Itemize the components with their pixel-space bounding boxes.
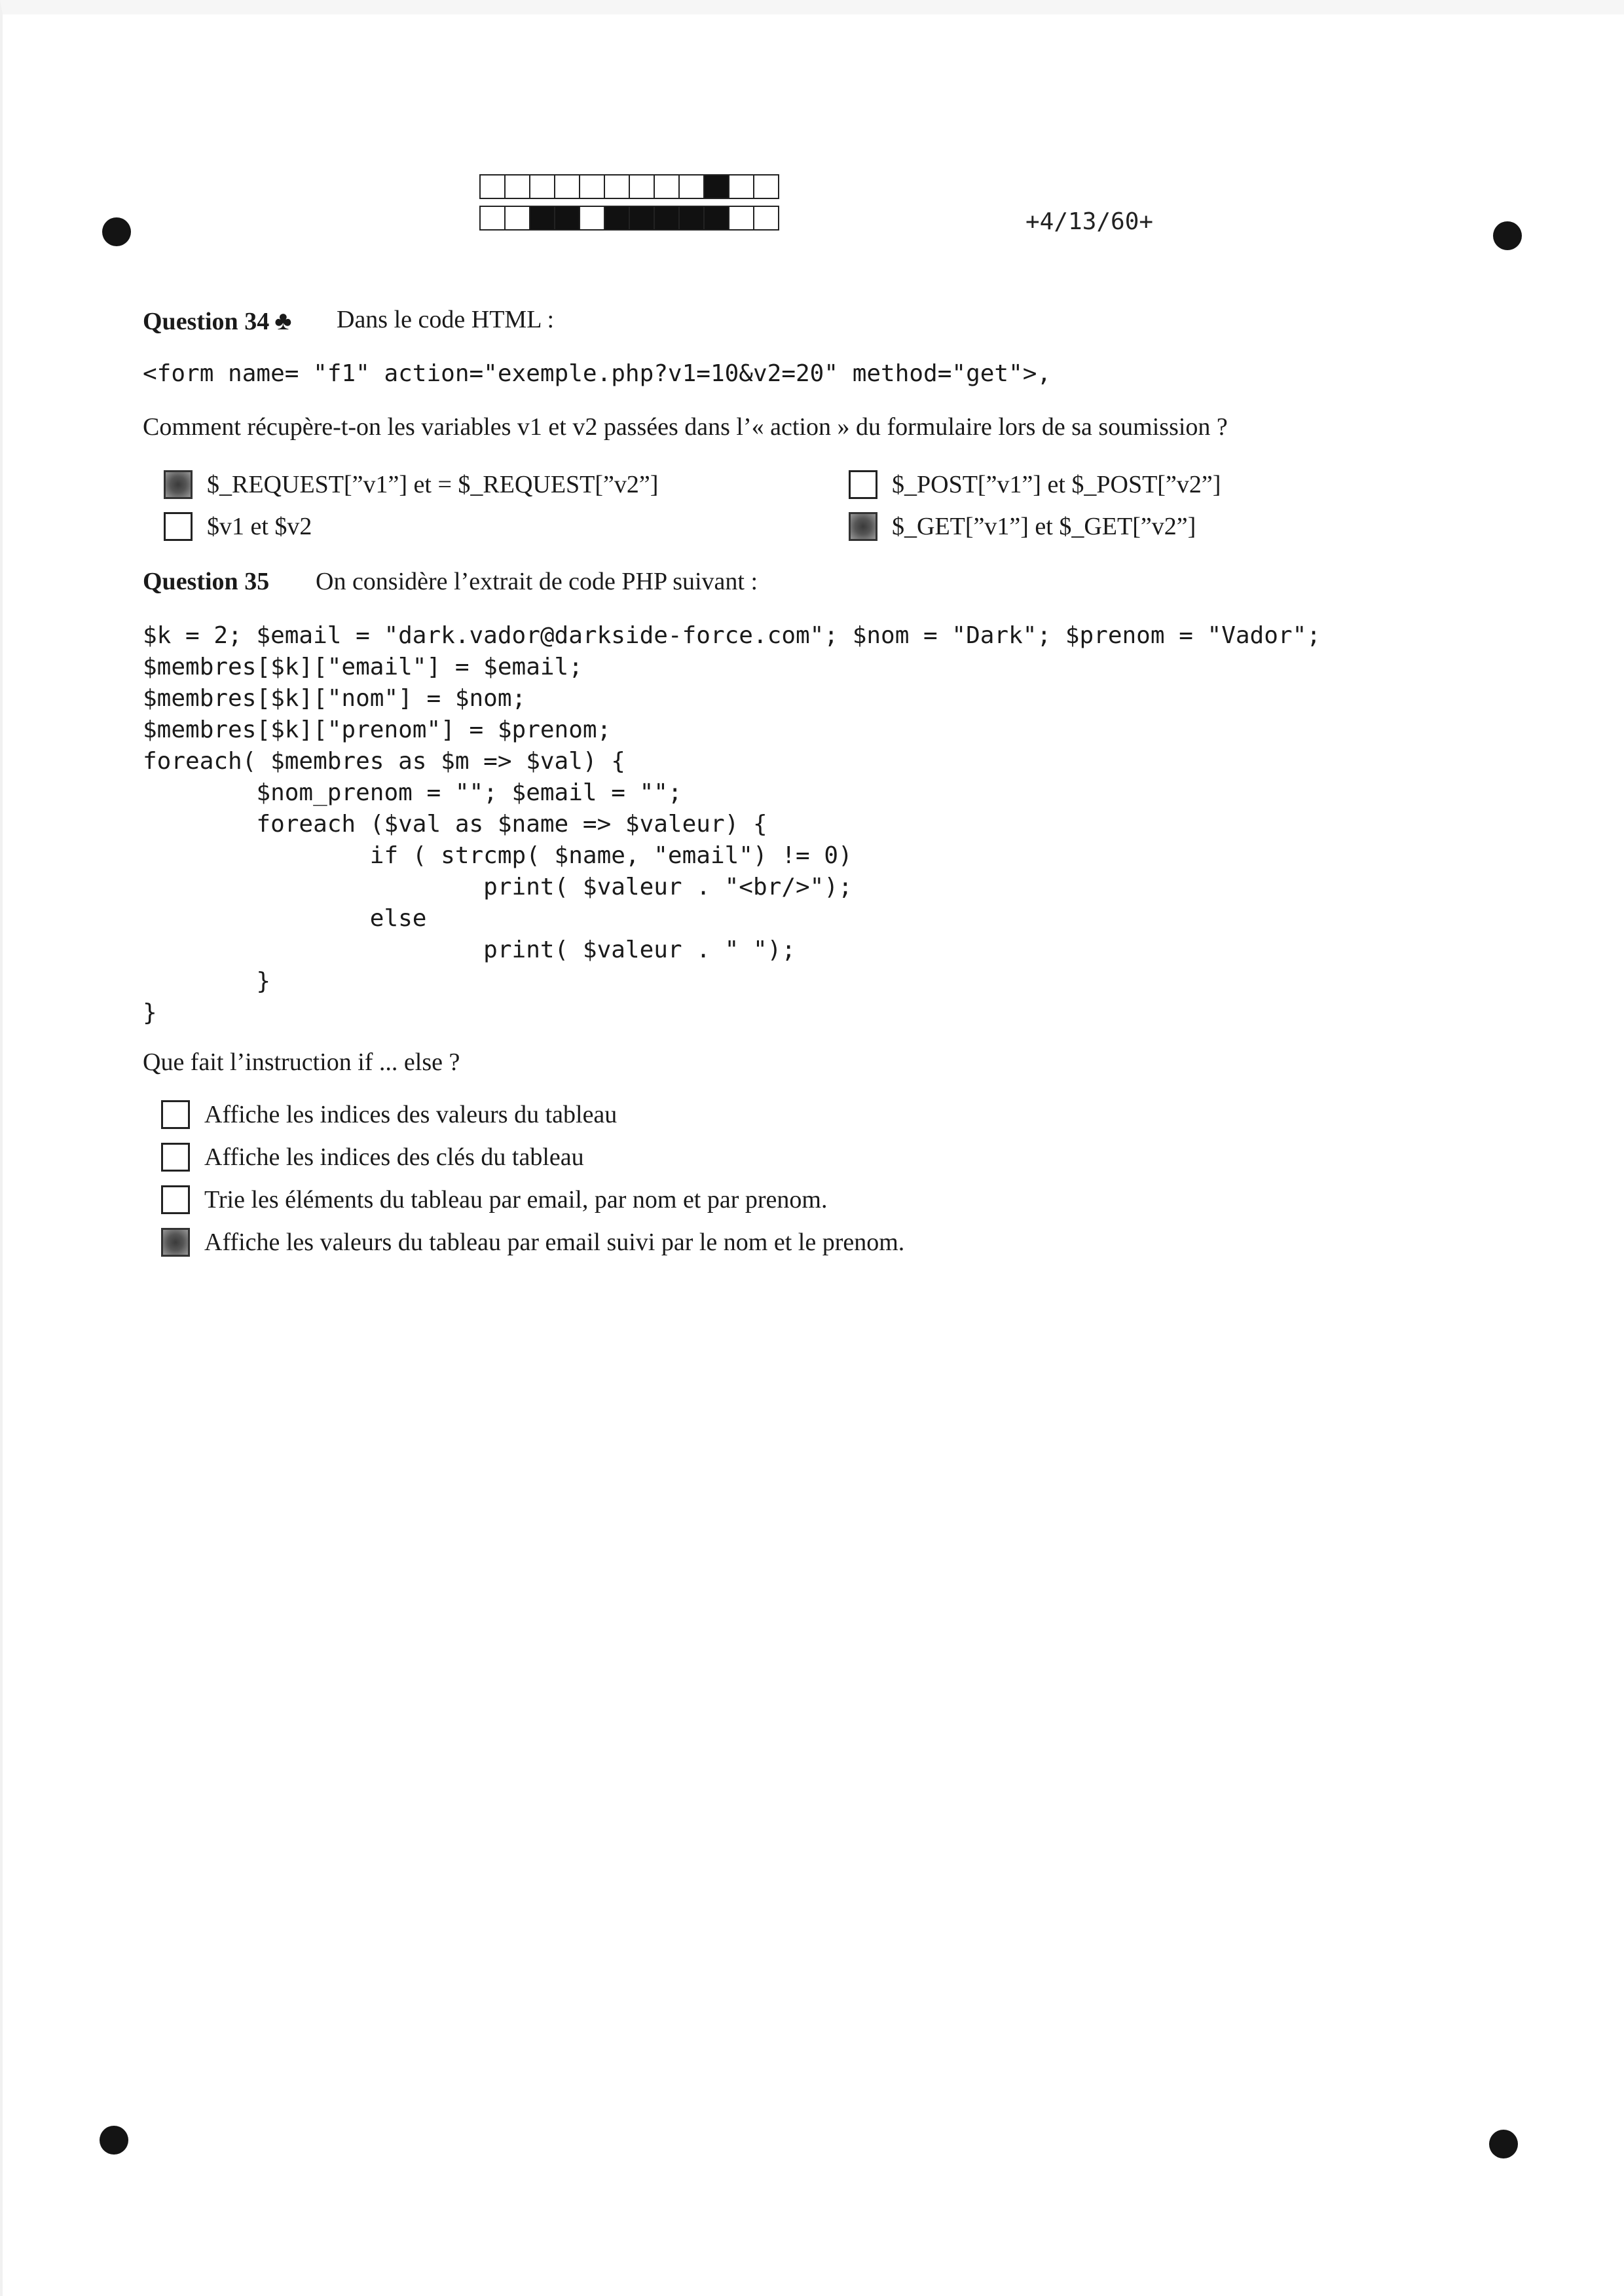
q34-answer-get[interactable] — [849, 512, 1196, 541]
code-line: } — [143, 968, 271, 995]
code-line: print( $valeur . "<br/>"); — [143, 874, 853, 900]
q35-answer-text: Affiche les indices des valeurs du tableau — [204, 1101, 618, 1128]
id-grid-cell — [504, 206, 530, 231]
registration-mark-bottom-left — [100, 2126, 128, 2155]
id-grid-cell — [504, 174, 530, 199]
id-grid-cell — [479, 206, 506, 231]
question-34-intro: Dans le code HTML : — [337, 306, 555, 333]
question-34-text: Comment récupère-t-on les variables v1 et v2 passées dans l’« action » du formulaire lors de sa soumission ? — [143, 413, 1228, 441]
id-grid-cell — [479, 174, 506, 199]
code-line: $membres[$k]["prenom"] = $prenom; — [143, 716, 612, 743]
id-grid-cell — [728, 206, 754, 231]
student-id-grid-row-1 — [479, 174, 778, 199]
question-35-text: Que fait l’instruction if ... else ? — [143, 1048, 460, 1076]
id-grid-cell — [703, 206, 729, 231]
q35-answer-1[interactable] — [161, 1100, 617, 1129]
id-grid-cell — [703, 174, 729, 199]
id-grid-cell — [753, 174, 779, 199]
registration-mark-top-left — [102, 217, 131, 246]
q34-answer-request[interactable] — [164, 470, 658, 499]
id-grid-cell — [629, 174, 655, 199]
id-grid-cell — [678, 206, 705, 231]
q34-answer-text: $_POST[”v1”] et $_POST[”v2”] — [892, 471, 1221, 498]
id-grid-cell — [678, 174, 705, 199]
q35-answer-text: Affiche les indices des clés du tableau — [204, 1143, 584, 1171]
id-grid-cell — [579, 174, 605, 199]
id-grid-cell — [604, 174, 630, 199]
q34-checkbox-4[interactable] — [849, 512, 877, 541]
q35-answer-4[interactable] — [161, 1228, 904, 1257]
code-line: } — [143, 999, 157, 1026]
q35-answer-text: Trie les éléments du tableau par email, par nom et par prenom. — [204, 1186, 828, 1213]
id-grid-cell — [554, 174, 580, 199]
question-35-header — [143, 567, 269, 596]
id-grid-cell — [629, 206, 655, 231]
code-line: $nom_prenom = ""; $email = ""; — [143, 779, 682, 806]
q34-answer-vars[interactable] — [164, 512, 312, 541]
id-grid-cell — [728, 174, 754, 199]
q34-answer-text: $v1 et $v2 — [207, 513, 312, 540]
code-line: $membres[$k]["email"] = $email; — [143, 654, 583, 680]
q34-checkbox-3[interactable] — [164, 512, 193, 541]
q34-answer-post[interactable] — [849, 470, 1221, 499]
question-34-header — [143, 305, 291, 336]
q34-checkbox-1[interactable] — [164, 470, 193, 499]
registration-mark-bottom-right — [1489, 2130, 1518, 2158]
q34-answer-text: $_GET[”v1”] et $_GET[”v2”] — [892, 513, 1196, 540]
q35-checkbox-3[interactable] — [161, 1185, 190, 1214]
q34-answer-text: $_REQUEST[”v1”] et = $_REQUEST[”v2”] — [207, 471, 659, 498]
code-line: foreach ($val as $name => $valeur) { — [143, 811, 767, 838]
registration-mark-top-right — [1493, 221, 1522, 250]
id-grid-cell — [529, 174, 555, 199]
q35-checkbox-1[interactable] — [161, 1100, 190, 1129]
code-line: $k = 2; $email = "dark.vador@darkside-force.com"; $nom = "Dark"; $prenom = "Vador"; — [143, 622, 1321, 649]
page-code: +4/13/60+ — [1025, 208, 1154, 235]
question-34-code: <form name= "f1" action="exemple.php?v1=10&v2=20" method="get">, — [143, 360, 1052, 387]
q35-checkbox-2[interactable] — [161, 1143, 190, 1172]
q34-checkbox-2[interactable] — [849, 470, 877, 499]
question-35-intro: On considère l’extrait de code PHP suivant : — [316, 568, 758, 595]
id-grid-cell — [654, 206, 680, 231]
club-icon: ♣ — [274, 306, 292, 335]
code-line: print( $valeur . " "); — [143, 936, 796, 963]
id-grid-cell — [604, 206, 630, 231]
q35-answer-3[interactable] — [161, 1185, 827, 1214]
id-grid-cell — [579, 206, 605, 231]
id-grid-cell — [529, 206, 555, 231]
id-grid-cell — [554, 206, 580, 231]
q35-checkbox-4[interactable] — [161, 1228, 190, 1257]
code-line: else — [143, 905, 427, 932]
q35-answer-2[interactable] — [161, 1143, 584, 1172]
code-line: if ( strcmp( $name, "email") != 0) — [143, 842, 853, 869]
id-grid-cell — [753, 206, 779, 231]
code-line: $membres[$k]["nom"] = $nom; — [143, 685, 526, 712]
question-35-label: Question 35 — [143, 568, 270, 595]
q35-answer-text: Affiche les valeurs du tableau par email suivi par le nom et le prenom. — [204, 1229, 905, 1256]
student-id-grid-row-2 — [479, 206, 778, 231]
id-grid-cell — [654, 174, 680, 199]
code-line: foreach( $membres as $m => $val) { — [143, 748, 625, 775]
question-34-label: Question 34 — [143, 308, 270, 335]
